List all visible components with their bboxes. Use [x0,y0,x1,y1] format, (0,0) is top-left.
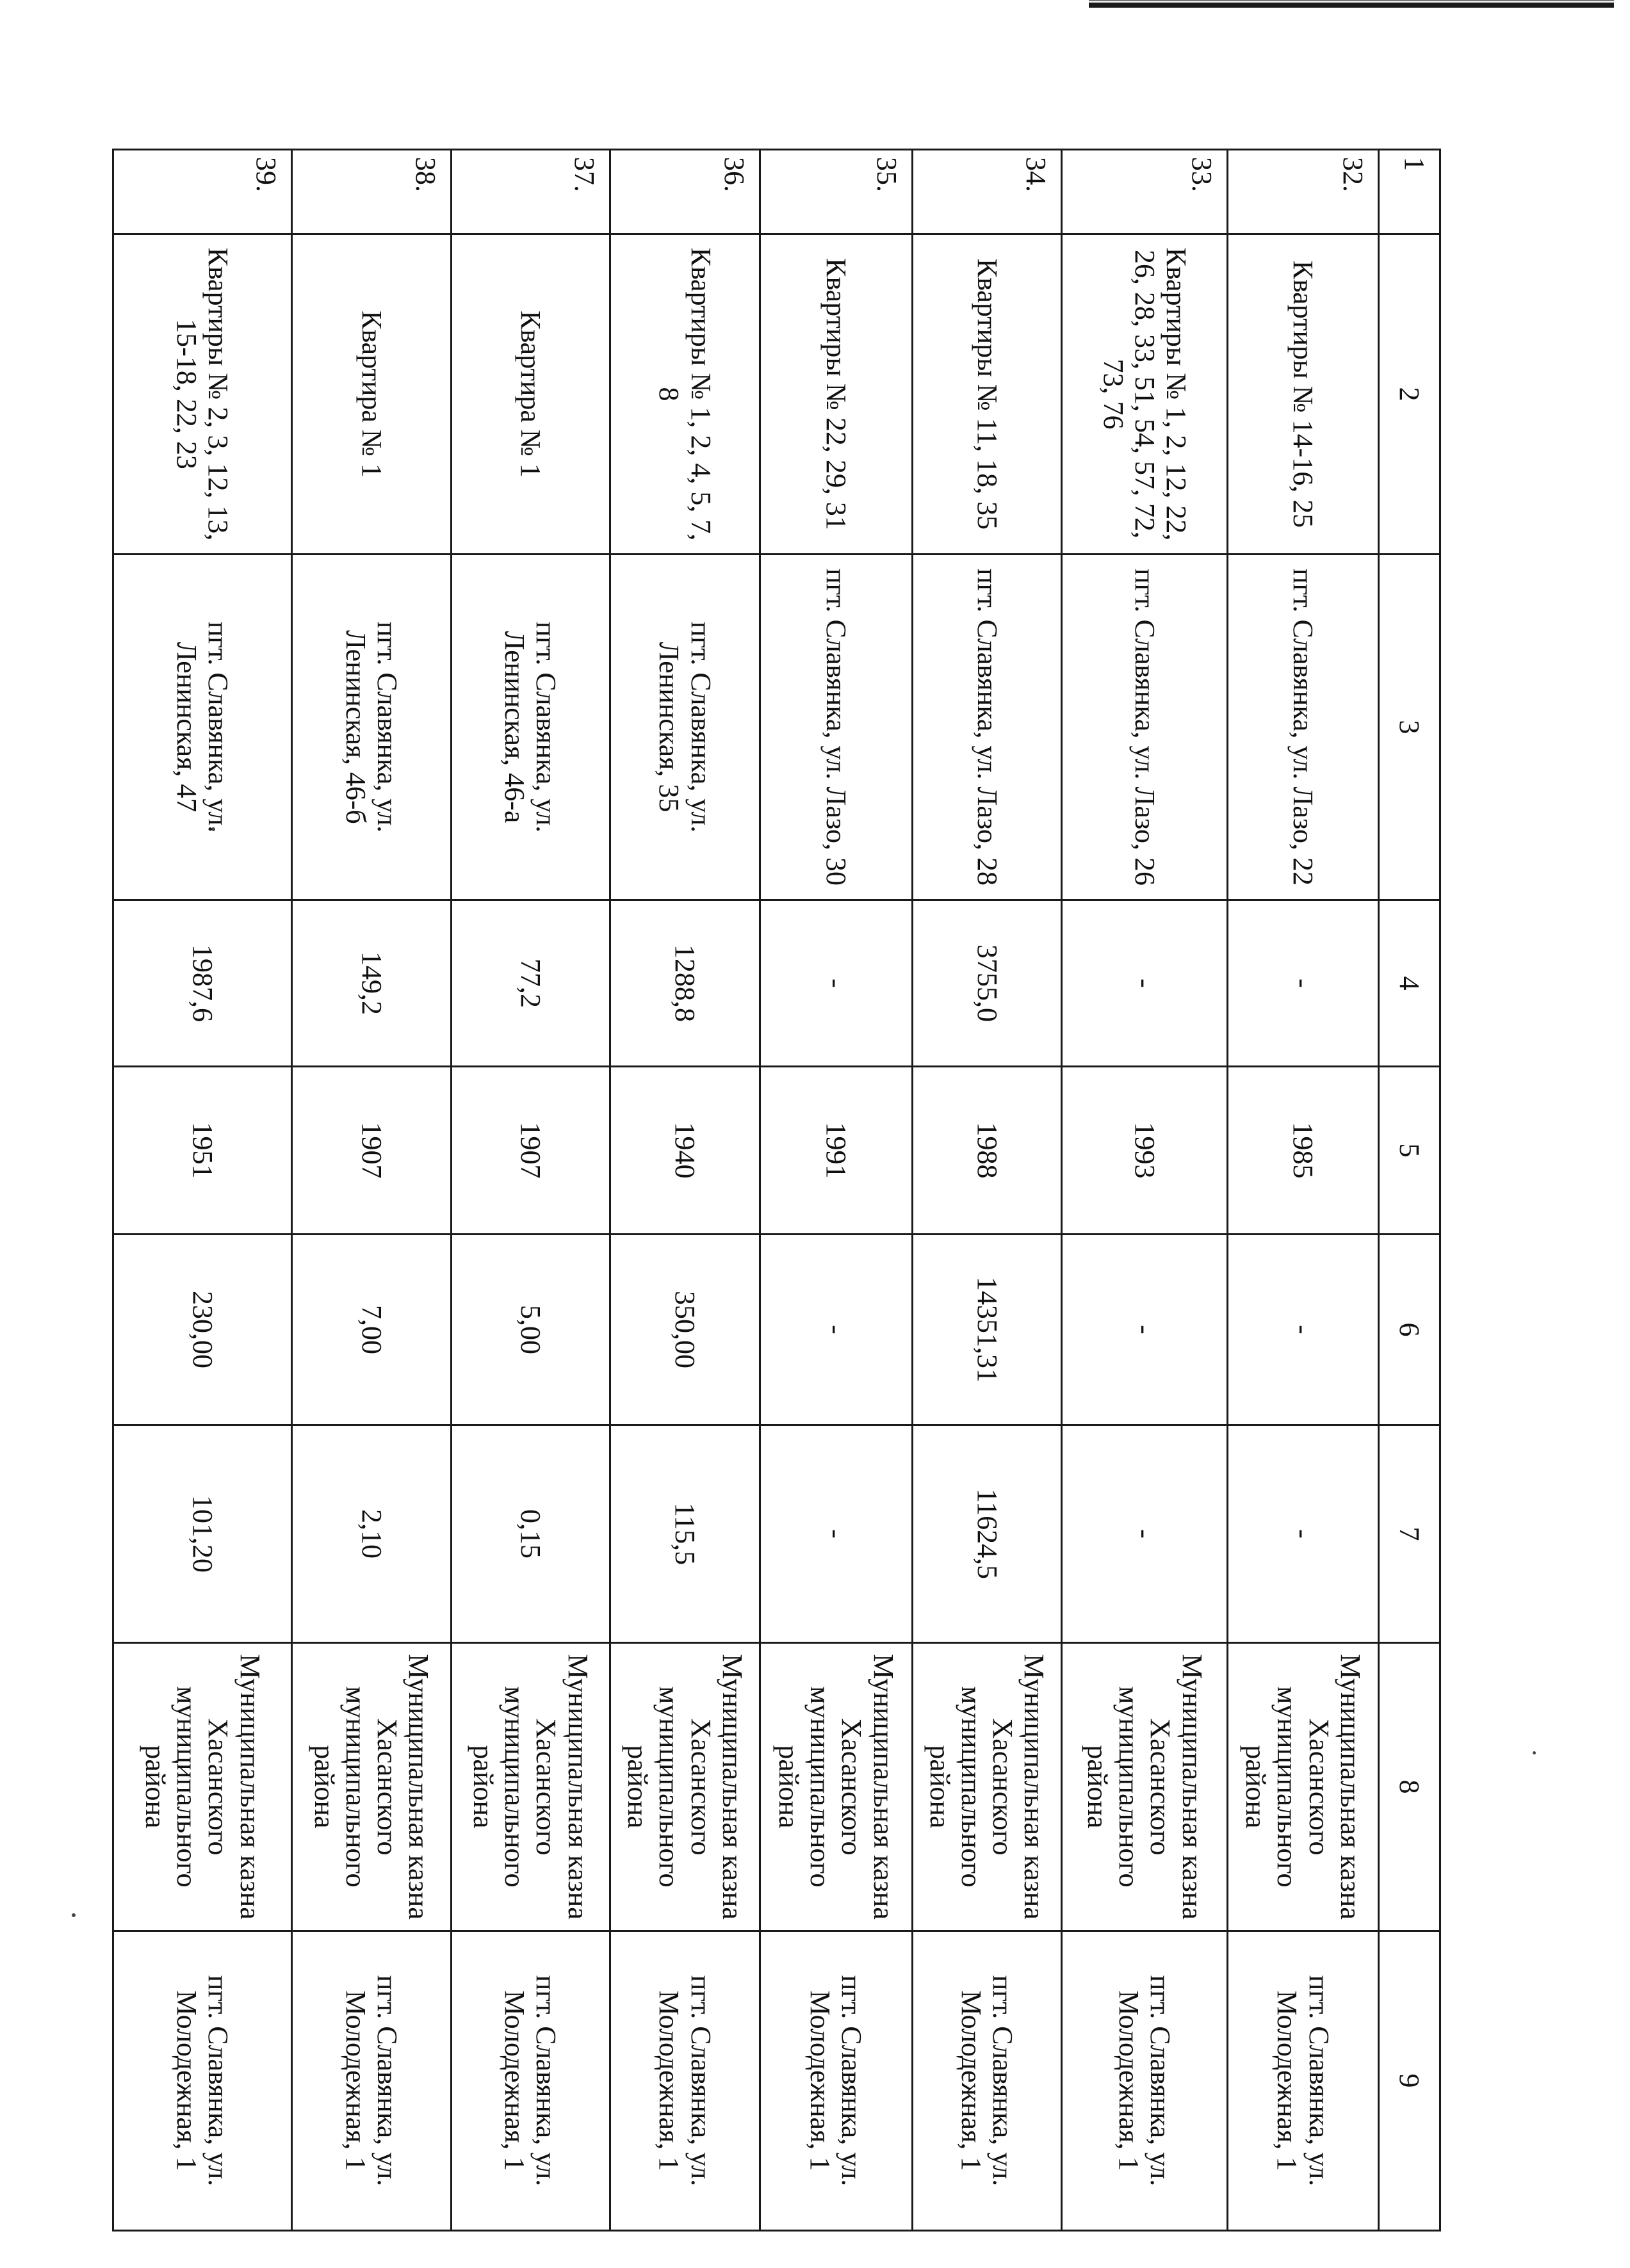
area-cell: 1987,6 [113,900,292,1067]
residual-value-cell: 101,20 [113,1425,292,1643]
row-number: 39. [113,150,292,234]
apartments-cell: Квартира № 1 [292,234,451,555]
book-value-cell: - [1062,1235,1228,1425]
book-value-cell: 350,00 [610,1235,760,1425]
residual-value-cell: - [760,1425,912,1643]
owner-cell: Муниципальная казна Хасанского муниципального района [760,1643,912,1931]
owner-cell: Муниципальная казна Хасанского муниципального района [292,1643,451,1931]
area-cell: - [1062,900,1228,1067]
apartments-cell: Квартира № 1 [451,234,610,555]
row-number: 33. [1062,150,1228,234]
holder-address-cell: пгт. Славянка, ул. Молодежная, 1 [760,1931,912,2231]
address-cell: пгт. Славянка, ул. Лазо, 30 [760,555,912,900]
row-number: 38. [292,150,451,234]
holder-address-cell: пгт. Славянка, ул. Молодежная, 1 [912,1931,1062,2231]
row-number: 37. [451,150,610,234]
owner-cell: Муниципальная казна Хасанского муниципального района [912,1643,1062,1931]
book-value-cell: - [1227,1235,1378,1425]
residual-value-cell: 0,15 [451,1425,610,1643]
column-header: 8 [1378,1643,1440,1931]
area-cell: - [760,900,912,1067]
residual-value-cell: - [1227,1425,1378,1643]
rotated-page [112,149,1441,2230]
year-cell: 1988 [912,1067,1062,1235]
column-number-row [1378,150,1440,2231]
owner-cell: Муниципальная казна Хасанского муниципального района [610,1643,760,1931]
column-header: 9 [1378,1931,1440,2231]
apartments-cell: Квартиры № 22, 29, 31 [760,234,912,555]
scan-edge-line [1089,0,1614,1]
table-row [1227,150,1378,2231]
residual-value-cell: - [1062,1425,1228,1643]
owner-cell: Муниципальная казна Хасанского муниципального района [1227,1643,1378,1931]
address-cell: пгт. Славянка, ул. Лазо, 28 [912,555,1062,900]
scan-edge-bar [1089,3,1614,8]
holder-address-cell: пгт. Славянка, ул. Молодежная, 1 [113,1931,292,2231]
year-cell: 1991 [760,1067,912,1235]
year-cell: 1907 [292,1067,451,1235]
column-header: 4 [1378,900,1440,1067]
table-row [760,150,912,2231]
owner-cell: Муниципальная казна Хасанского муниципального района [1062,1643,1228,1931]
area-cell: 77,2 [451,900,610,1067]
apartments-cell: Квартиры № 14-16, 25 [1227,234,1378,555]
table-body [113,150,1379,2231]
column-header: 2 [1378,234,1440,555]
area-cell: 149,2 [292,900,451,1067]
table-row [292,150,451,2231]
address-cell: пгт. Славянка, ул. Ленинская, 46-а [451,555,610,900]
year-cell: 1907 [451,1067,610,1235]
book-value-cell: 14351,31 [912,1235,1062,1425]
scan-speck [72,1913,76,1917]
year-cell: 1985 [1227,1067,1378,1235]
book-value-cell: - [760,1235,912,1425]
holder-address-cell: пгт. Славянка, ул. Молодежная, 1 [451,1931,610,2231]
column-header: 7 [1378,1425,1440,1643]
property-table [112,149,1441,2232]
address-cell: пгт. Славянка, ул. Ленинская, 47 [113,555,292,900]
address-cell: пгт. Славянка, ул. Ленинская, 35 [610,555,760,900]
apartments-cell: Квартиры № 2, 3, 12, 13, 15-18, 22, 23 [113,234,292,555]
year-cell: 1993 [1062,1067,1228,1235]
holder-address-cell: пгт. Славянка, ул. Молодежная, 1 [292,1931,451,2231]
book-value-cell: 5,00 [451,1235,610,1425]
year-cell: 1940 [610,1067,760,1235]
table-row [610,150,760,2231]
apartments-cell: Квартиры № 1, 2, 12, 22, 26, 28, 33, 51, 54, 57, 72, 73, 76 [1062,234,1228,555]
scan-speck [1533,1751,1536,1754]
table-row [912,150,1062,2231]
holder-address-cell: пгт. Славянка, ул. Молодежная, 1 [1227,1931,1378,2231]
year-cell: 1951 [113,1067,292,1235]
address-cell: пгт. Славянка, ул. Лазо, 22 [1227,555,1378,900]
residual-value-cell: 11624,5 [912,1425,1062,1643]
column-header: 6 [1378,1235,1440,1425]
address-cell: пгт. Славянка, ул. Ленинская, 46-б [292,555,451,900]
area-cell: - [1227,900,1378,1067]
owner-cell: Муниципальная казна Хасанского муниципального района [113,1643,292,1931]
book-value-cell: 7,00 [292,1235,451,1425]
holder-address-cell: пгт. Славянка, ул. Молодежная, 1 [610,1931,760,2231]
apartments-cell: Квартиры № 1, 2, 4, 5, 7, 8 [610,234,760,555]
row-number: 32. [1227,150,1378,234]
column-header: 3 [1378,555,1440,900]
row-number: 34. [912,150,1062,234]
column-header: 5 [1378,1067,1440,1235]
column-header: 1 [1378,150,1440,234]
residual-value-cell: 2,10 [292,1425,451,1643]
owner-cell: Муниципальная казна Хасанского муниципального района [451,1643,610,1931]
table-row [1062,150,1228,2231]
residual-value-cell: 115,5 [610,1425,760,1643]
book-value-cell: 230,00 [113,1235,292,1425]
area-cell: 3755,0 [912,900,1062,1067]
table-row [451,150,610,2231]
apartments-cell: Квартиры № 11, 18, 35 [912,234,1062,555]
table-row [113,150,292,2231]
address-cell: пгт. Славянка, ул. Лазо, 26 [1062,555,1228,900]
row-number: 36. [610,150,760,234]
area-cell: 1288,8 [610,900,760,1067]
row-number: 35. [760,150,912,234]
holder-address-cell: пгт. Славянка, ул. Молодежная, 1 [1062,1931,1228,2231]
